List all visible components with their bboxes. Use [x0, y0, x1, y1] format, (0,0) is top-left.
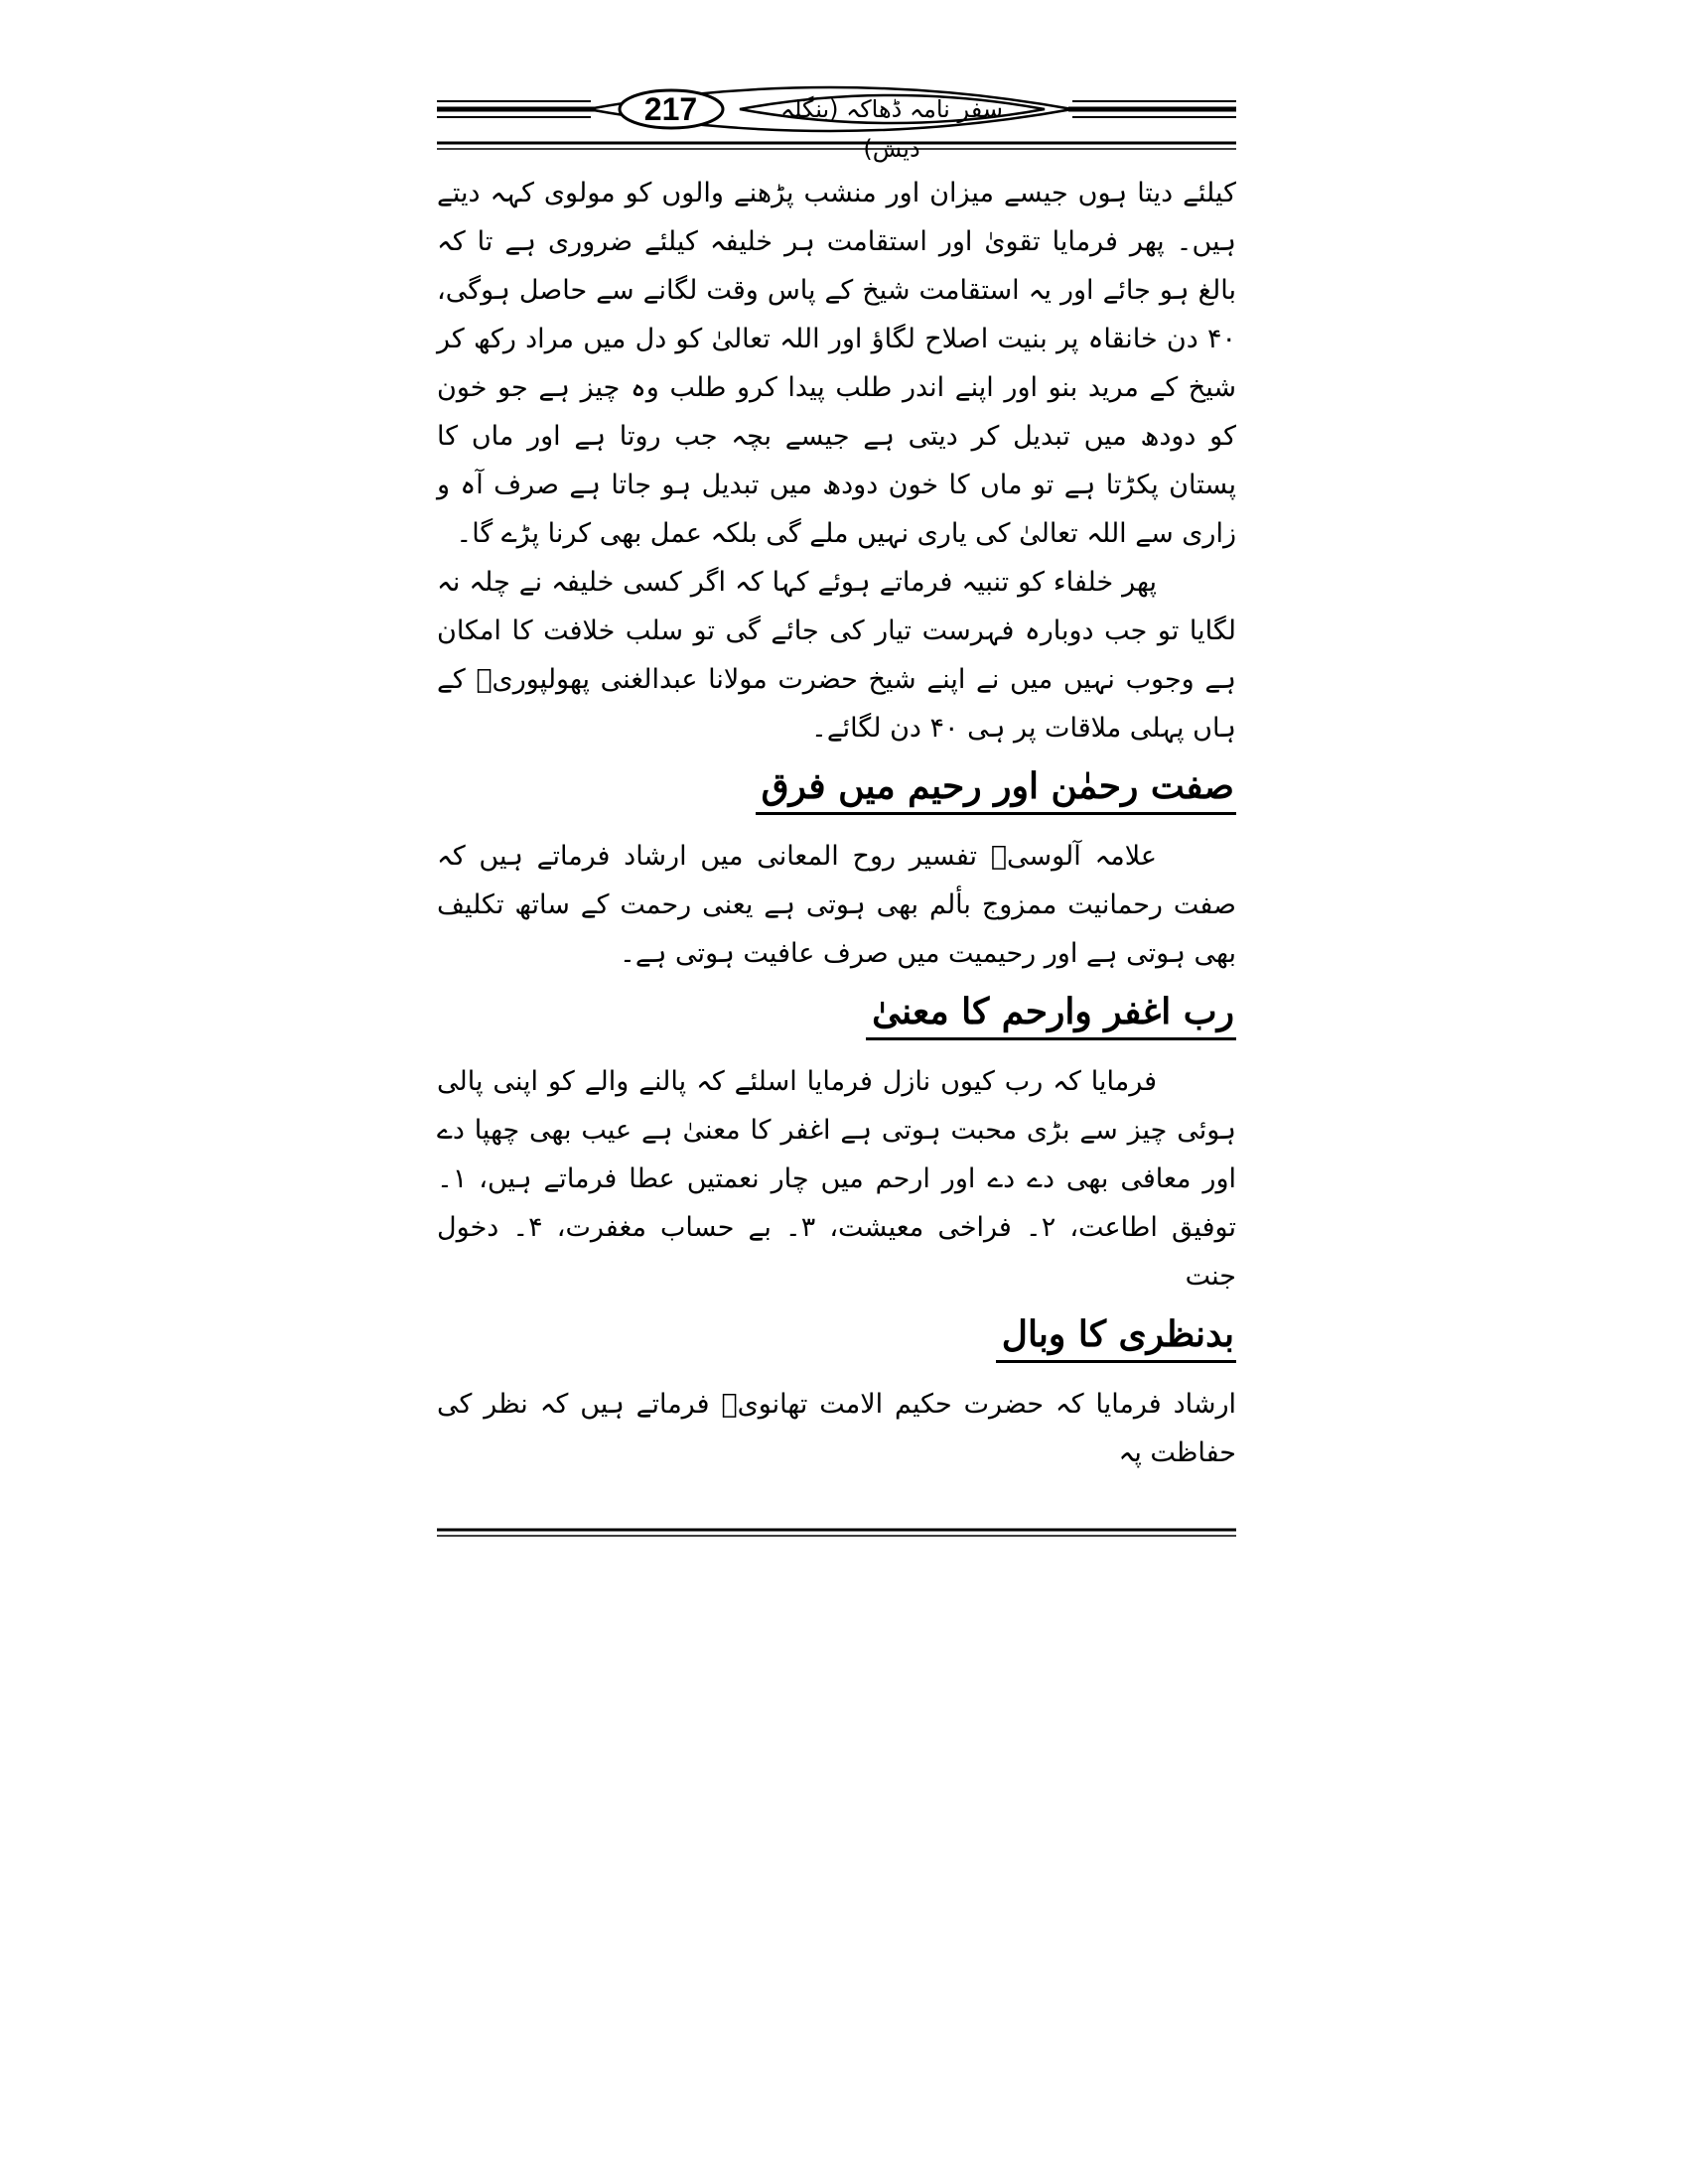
body-paragraph: علامہ آلوسیؒ تفسیر روح المعانی میں ارشاد فرماتے ہیں کہ صفت رحمانیت ممزوج بألم بھی ہوتی ہے یعنی رحمت کے ساتھ تکلیف بھی ہوتی ہے اور رحیمیت میں صرف عافیت ہوتی ہے۔ — [437, 841, 1236, 969]
body-paragraph: کیلئے دیتا ہوں جیسے میزان اور منشب پڑھنے والوں کو مولوی کہہ دیتے ہیں۔ پھر فرمایا تقویٰ اور استقامت ہر خلیفہ کیلئے ضروری ہے تا کہ بالغ ہو جائے اور یہ استقامت شیخ کے پاس وقت لگانے سے حاصل ہوگی، ۴۰ دن خانقاہ پر بنیت اصلاح لگاؤ اور اللہ تعالیٰ کو دل میں مراد رکھ کر شیخ کے مرید بنو اور اپنے اندر طلب پیدا کرو طلب وہ چیز ہے جو خون کو دودھ میں تبدیل کر دیتی ہے جیسے بچہ جب روتا ہے اور ماں کا پستان پکڑتا ہے تو ماں کا خون دودھ میں تبدیل ہو جاتا ہے صرف آہ و زاری سے اللہ تعالیٰ کی یاری نہیں ملے گی بلکہ عمل بھی کرنا پڑے گا۔ — [437, 178, 1236, 549]
body-paragraph: ارشاد فرمایا کہ حضرت حکیم الامت تھانویؒ فرماتے ہیں کہ نظر کی حفاظت پہ — [437, 1389, 1236, 1468]
section-heading: رب اغفر وارحم کا معنیٰ — [866, 988, 1236, 1040]
intro-section — [437, 169, 1236, 752]
body-paragraph: فرمایا کہ رب کیوں نازل فرمایا اسلئے کہ پالنے والے کو اپنی پالی ہوئی چیز سے بڑی محبت ہوتی ہے اغفر کا معنیٰ ہے عیب بھی چھپا دے اور معافی بھی دے دے اور ارحم میں چار نعمتیں عطا فرماتے ہیں، ۱۔ توفیق اطاعت، ۲۔ فراخی معیشت، ۳۔ بے حساب مغفرت، ۴۔ دخول جنت — [437, 1066, 1236, 1292]
footer-rule — [437, 1527, 1236, 1539]
page-header — [437, 77, 1236, 163]
section-rahman-raheem — [437, 762, 1236, 978]
book-page — [437, 77, 1236, 1547]
section-rabbighfir — [437, 988, 1236, 1300]
section-heading: صفت رحمٰن اور رحیم میں فرق — [756, 762, 1236, 815]
page-number: 217 — [643, 91, 698, 127]
page-body — [437, 169, 1236, 1477]
body-paragraph: پھر خلفاء کو تنبیہ فرماتے ہوئے کہا کہ اگر کسی خلیفہ نے چلہ نہ لگایا تو جب دوبارہ فہرست تیار کی جائے گی تو سلب خلافت کا امکان ہے وجوب نہیں میں نے اپنے شیخ حضرت مولانا عبدالغنی پھولپوریؒ کے ہاں پہلی ملاقات پر ہی ۴۰ دن لگائے۔ — [437, 567, 1236, 744]
running-title: سفر نامہ ڈھاکہ (بنگلہ دیش) — [780, 95, 1003, 163]
section-badnazari — [437, 1310, 1236, 1477]
section-heading: بدنظری کا وبال — [996, 1310, 1236, 1363]
